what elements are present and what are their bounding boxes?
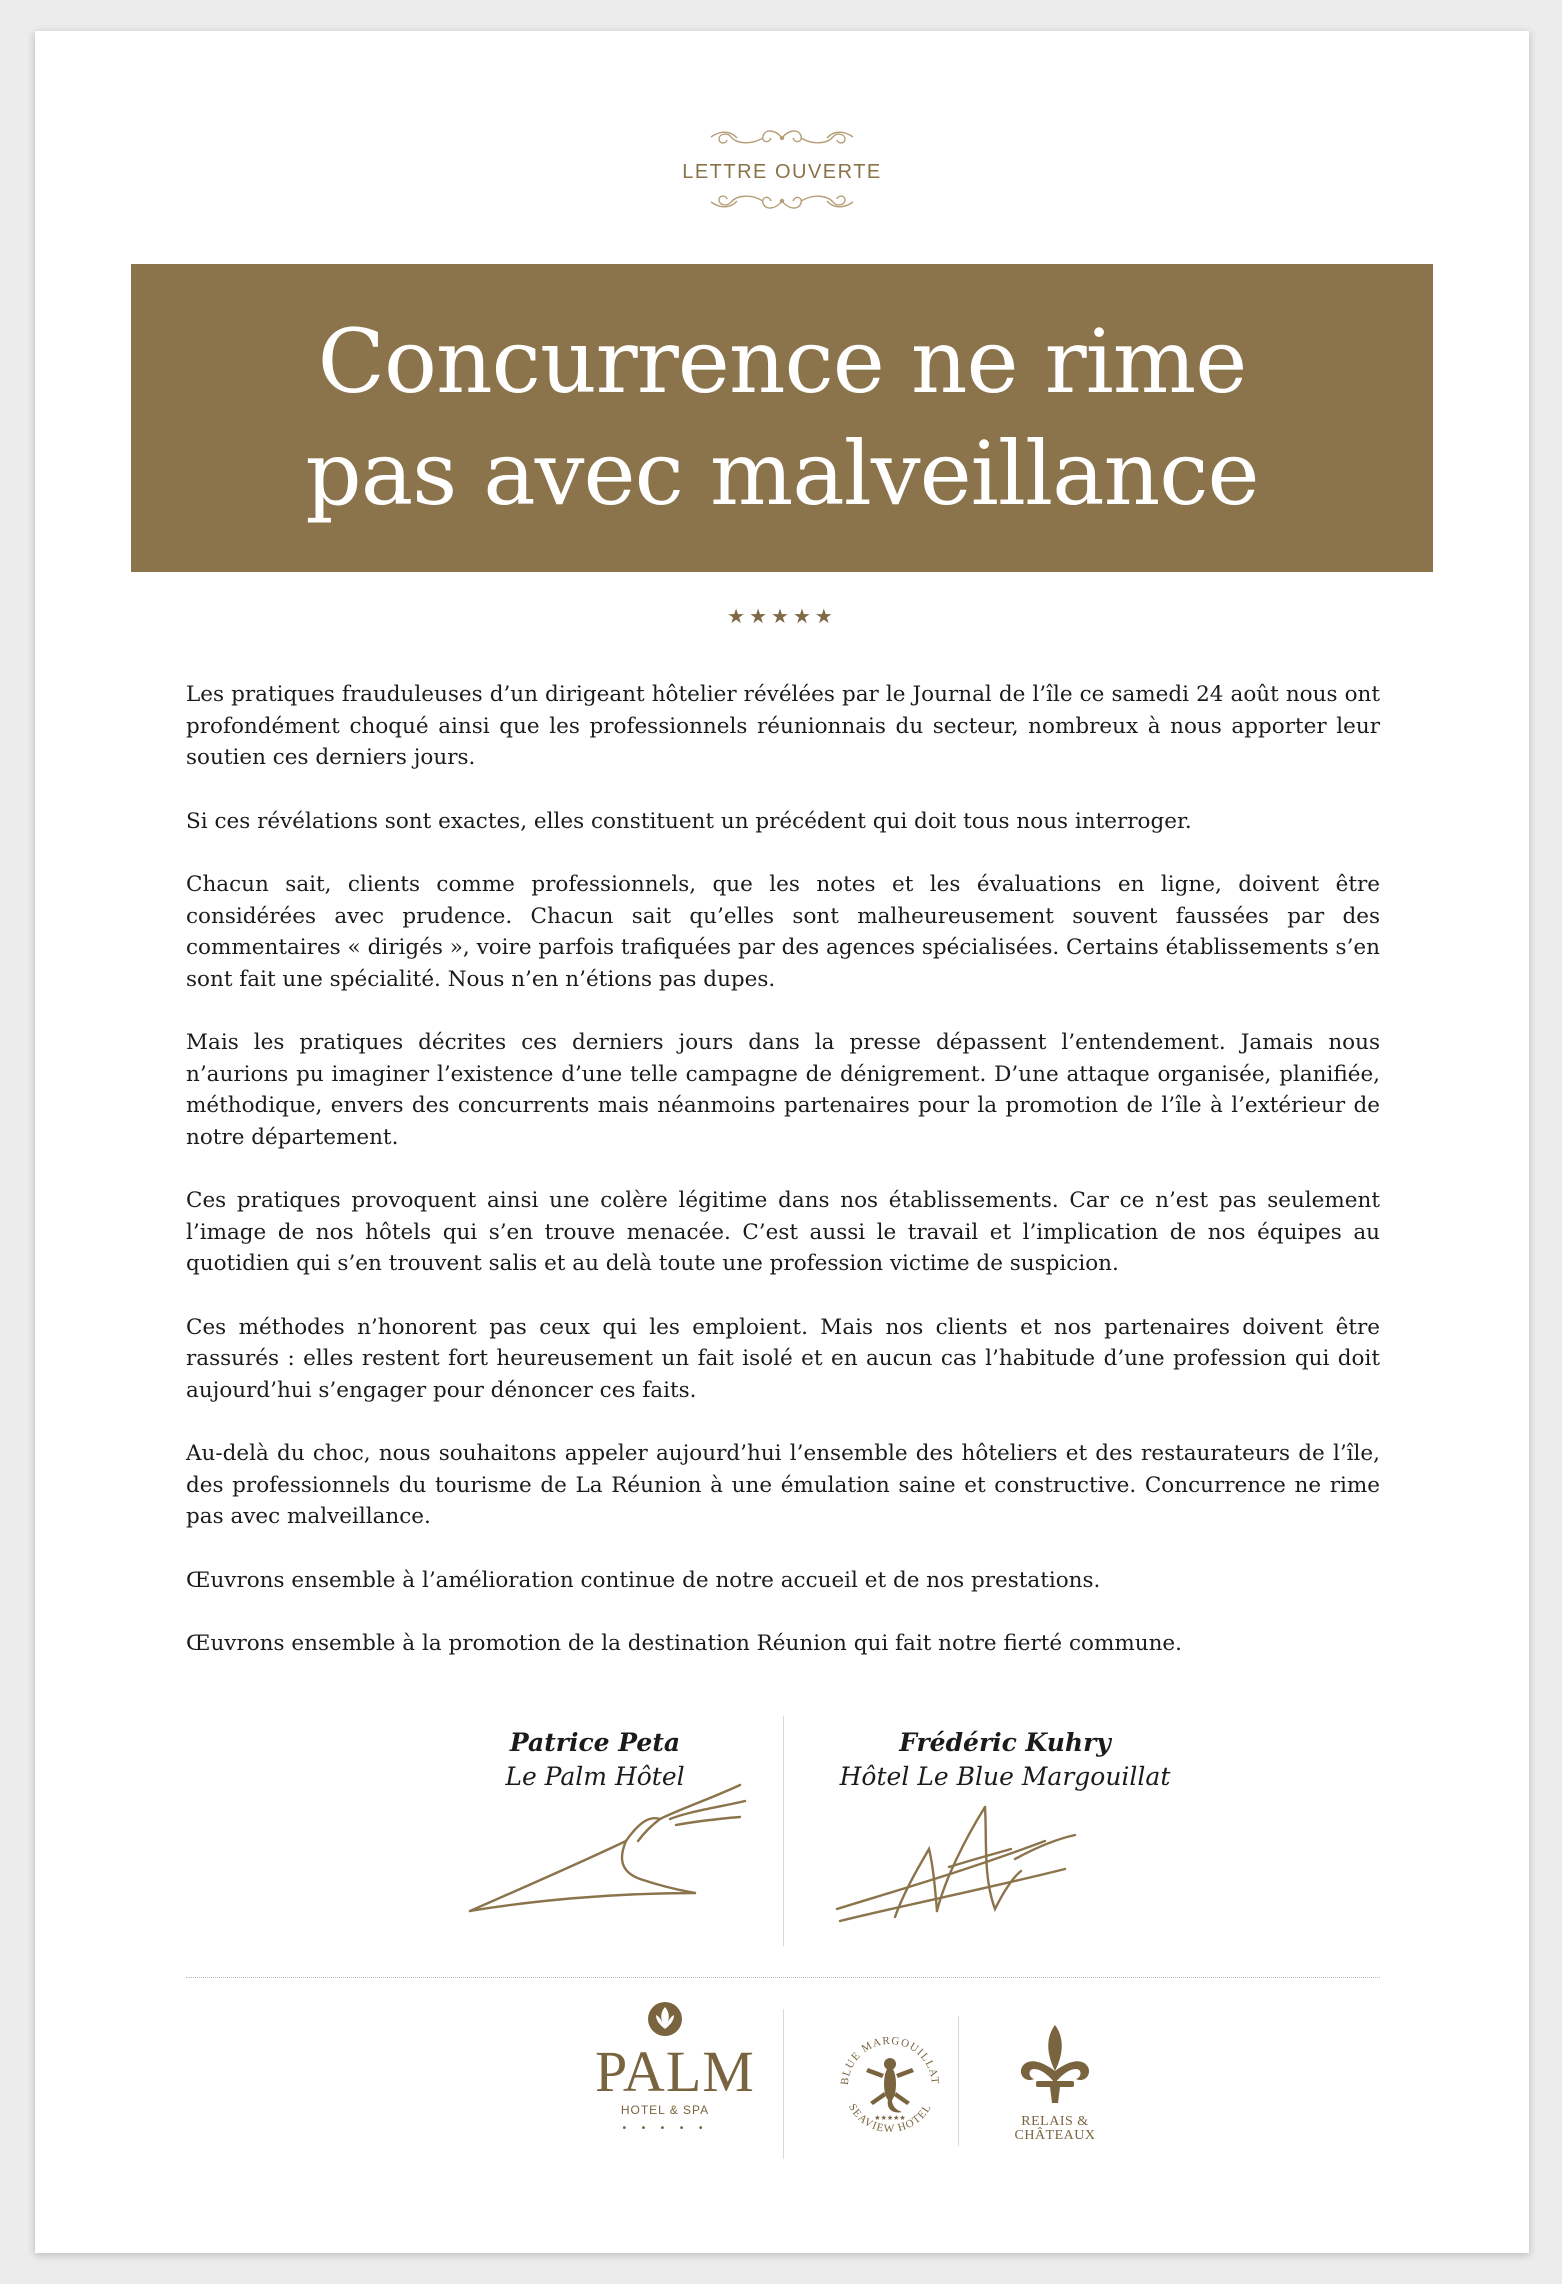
kicker-label: LETTRE OUVERTE	[682, 161, 882, 183]
palm-hotel-logo	[595, 1999, 755, 2134]
signature-right-image	[825, 1779, 1125, 1929]
logo-divider	[783, 2009, 784, 2159]
title-line-1: Concurrence ne rime	[317, 310, 1247, 413]
ornament-bottom-icon	[707, 188, 857, 214]
paragraph: Œuvrons ensemble à l’amélioration continue de notre accueil et de nos prestations.	[186, 1567, 1101, 1593]
bm-bottom-text: SEAVIEW HOTEL	[845, 2101, 935, 2136]
paragraph: Ces pratiques provoquent ainsi une colère légitime dans nos établissements. Car ce n’est pas seulement l’image de nos hôtels qui s’en trouve menacée. C’est aussi le travail et l’implication de nos équipes au quotidien qui s’en trouvent salis et au delà toute une profession victime de suspicion.	[186, 1188, 1380, 1276]
signatory-name: Frédéric Kuhry	[899, 1728, 1111, 1757]
footer-divider	[186, 1977, 1380, 1978]
letter-body	[186, 679, 1380, 1692]
page-title	[305, 306, 1258, 530]
stars-rating: ★★★★★	[727, 604, 837, 628]
paragraph: Ces méthodes n’honorent pas ceux qui les emploient. Mais nos clients et nos partenaires doivent être rassurés : elles restent fort heureusement un fait isolé et en aucun cas l’habitude d’une profession qui doit aujourd’hui s’engager pour dénoncer ces faits.	[186, 1314, 1380, 1403]
signature-left-image	[440, 1771, 770, 1921]
logo-divider	[958, 2016, 959, 2146]
signature-divider	[783, 1716, 784, 1946]
relais-line-1: RELAIS &	[1021, 2114, 1089, 2129]
bm-top-text: BLUE MARGOUILLAT	[838, 2034, 942, 2086]
palm-dots: • • • • •	[621, 2123, 709, 2134]
title-banner	[131, 264, 1433, 572]
ornament-top-icon	[707, 125, 857, 151]
palm-emblem-icon	[645, 1999, 685, 2039]
gecko-icon	[866, 2058, 914, 2113]
relais-line-2: CHÂTEAUX	[1014, 2128, 1096, 2143]
title-line-2: pas avec malveillance	[305, 422, 1259, 525]
paragraph: Les pratiques frauduleuses d’un dirigeant hôtelier révélées par le Journal de l’île ce samedi 24 août nous ont profondément choqué ainsi que les professionnels réunionnais du secteur, nombreux à nous apporter leur soutien ces derniers jours.	[186, 682, 1380, 770]
fleur-de-lis-icon	[1012, 2021, 1098, 2111]
paragraph: Œuvrons ensemble à la promotion de la destination Réunion qui fait notre fierté commune.	[186, 1631, 1182, 1656]
paragraph: Chacun sait, clients comme professionnels, que les notes et les évaluations en ligne, doivent être considérées avec prudence. Chacun sait qu’elles sont malheureusement souvent faussées par des commentaires « dirigés », voire parfois trafiquées par des agences spécialisées. Certains établissements s’en sont fait une spécialité. Nous n’en n’étions pas dupes.	[186, 872, 1380, 992]
letter-sheet	[35, 31, 1529, 2253]
paragraph: Mais les pratiques décrites ces derniers jours dans la presse dépassent l’entendement. Jamais nous n’aurions pu imaginer l’existence d’une telle campagne de dénigrement. D’une attaque organisée, planifiée, méthodique, envers des concurrents mais néanmoins partenaires pour la promotion de l’île à l’extérieur de notre département.	[186, 1030, 1380, 1150]
signatory-hotel: Le Palm Hôtel	[505, 1762, 685, 1791]
bm-stars: ★★★★★	[874, 2114, 906, 2122]
relais-chateaux-logo	[985, 2021, 1125, 2143]
paragraph: Au-delà du choc, nous souhaitons appeler aujourd’hui l’ensemble des hôteliers et des restaurateurs de l’île, des professionnels du tourisme de La Réunion à une émulation saine et constructive. Concurrence ne rime pas avec malveillance.	[186, 1441, 1380, 1529]
blue-margouillat-logo	[830, 2026, 950, 2146]
palm-subtitle: HOTEL & SPA	[620, 2103, 710, 2117]
palm-wordmark: PALM	[595, 2039, 755, 2104]
signatory-hotel: Hôtel Le Blue Margouillat	[839, 1762, 1171, 1791]
paragraph: Si ces révélations sont exactes, elles constituent un précédent qui doit tous nous interroger.	[186, 808, 1192, 834]
signatory-name: Patrice Peta	[509, 1728, 681, 1757]
